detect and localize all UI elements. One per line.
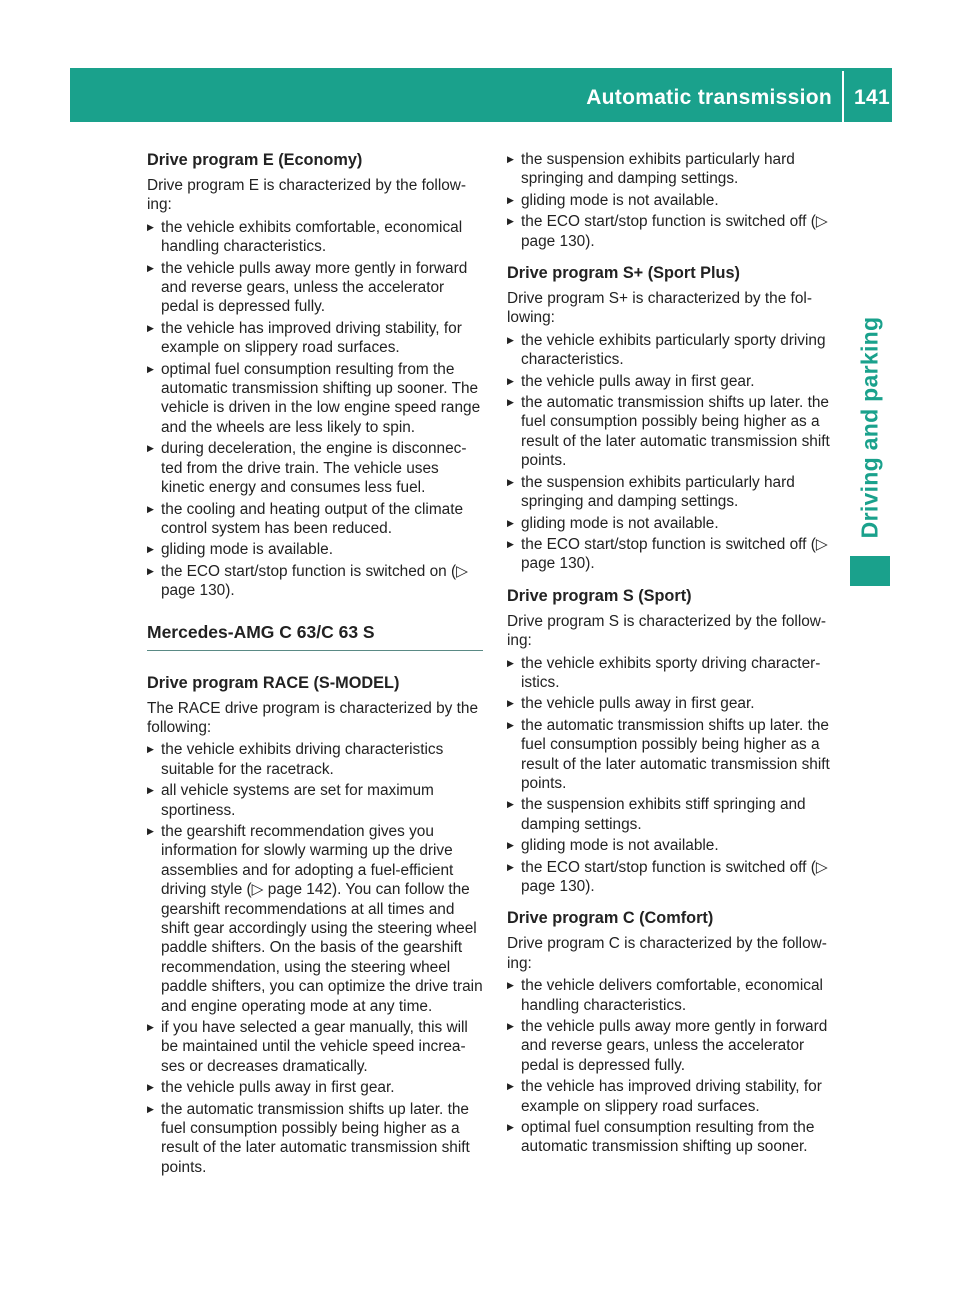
header <box>586 87 890 109</box>
section-intro: Drive program S is characterized by the follow-ing: <box>507 612 827 650</box>
bullet-list <box>507 654 837 897</box>
section-sport-plus <box>507 263 837 574</box>
list-item: ▶ the ECO start/stop function is switched on (▷ page 130). <box>147 562 483 601</box>
list-item: ▶ optimal fuel consumption resulting from the automatic transmission shifting up sooner. The vehicle is driven in the low engine speed range and the wheels are less likely to spin. <box>147 360 483 438</box>
section-economy <box>147 150 483 601</box>
list-item: ▶ the ECO start/stop function is switched off (▷ page 130). <box>507 212 837 251</box>
chapter-heading: Mercedes-AMG C 63/C 63 S <box>147 621 375 642</box>
section-race-continued <box>507 150 837 251</box>
bullet-list <box>507 976 837 1157</box>
section-comfort <box>507 908 837 1156</box>
list-item: ▶ the vehicle exhibits comfortable, economical handling characteristics. <box>147 218 483 257</box>
side-tab-marker <box>850 556 890 586</box>
section-heading: Drive program RACE (S-MODEL) <box>147 673 400 692</box>
bullet-list <box>507 331 837 574</box>
list-item: ▶ the vehicle pulls away more gently in forward and reverse gears, unless the accelerator pedal is depressed fully. <box>147 259 483 317</box>
list-item: ▶ the suspension exhibits stiff springing and damping settings. <box>507 795 837 834</box>
list-item: ▶ the vehicle pulls away more gently in forward and reverse gears, unless the accelerator pedal is depressed fully. <box>507 1017 837 1075</box>
header-divider <box>842 71 844 125</box>
right-column <box>507 150 837 1169</box>
list-item: ▶ gliding mode is available. <box>147 540 483 559</box>
list-item: ▶ the gearshift recommendation gives you information for slowly warming up the drive assemblies and for adopting a fuel-efficient driving style (▷ page 142). You can follow the gearshift recommendations at all times and shift gear accordingly using the steering wheel paddle shifters. On the basis of the gearshift recommendation, using the steering wheel paddle shifters, you can optimize the drive train and engine operating mode at any time. <box>147 822 483 1016</box>
list-item: ▶ the vehicle pulls away in first gear. <box>507 372 837 391</box>
side-tab-label: Driving and parking <box>856 316 883 538</box>
list-item: ▶ the automatic transmission shifts up later. the fuel consumption possibly being higher as a result of the later automatic transmission shift points. <box>147 1100 483 1178</box>
section-intro: Drive program E is characterized by the follow-ing: <box>147 177 467 214</box>
section-heading: Drive program C (Comfort) <box>507 909 714 928</box>
chapter-title: Automatic transmission <box>586 86 833 109</box>
list-item: ▶ the vehicle exhibits driving characteristics suitable for the racetrack. <box>147 740 483 779</box>
list-item: ▶ gliding mode is not available. <box>507 836 837 855</box>
list-item: ▶ the vehicle has improved driving stability, for example on slippery road surfaces. <box>507 1077 837 1116</box>
list-item: ▶ the ECO start/stop function is switched off (▷ page 130). <box>507 535 837 574</box>
page-number: 141 <box>854 86 890 109</box>
list-item: ▶ the automatic transmission shifts up later. the fuel consumption possibly being higher as a result of the later automatic transmission shift points. <box>507 716 837 794</box>
bullet-list <box>507 150 837 251</box>
list-item: ▶ gliding mode is not available. <box>507 514 837 533</box>
section-heading: Drive program S+ (Sport Plus) <box>507 264 740 283</box>
list-item: ▶ during deceleration, the engine is disconnec-ted from the drive train. The vehicle uses kinetic energy and consumes less fuel. <box>147 439 483 497</box>
list-item: ▶ the vehicle has improved driving stability, for example on slippery road surfaces. <box>147 319 483 358</box>
section-intro: The RACE drive program is characterized by the following: <box>147 699 479 736</box>
list-item: ▶ the suspension exhibits particularly hard springing and damping settings. <box>507 473 837 512</box>
list-item: ▶ the vehicle delivers comfortable, economical handling characteristics. <box>507 976 837 1015</box>
section-intro: Drive program C is characterized by the follow-ing: <box>507 935 827 972</box>
list-item: ▶ the suspension exhibits particularly hard springing and damping settings. <box>507 150 837 189</box>
section-sport <box>507 586 837 897</box>
section-heading: Drive program E (Economy) <box>147 151 363 169</box>
list-item: ▶ the vehicle pulls away in first gear. <box>507 694 837 713</box>
left-column <box>147 150 483 1189</box>
section-intro: Drive program S+ is characterized by the fol-lowing: <box>507 290 812 327</box>
section-race <box>147 673 483 1178</box>
list-item: ▶ the vehicle exhibits sporty driving character-istics. <box>507 654 837 693</box>
list-item: ▶ the vehicle pulls away in first gear. <box>147 1078 483 1097</box>
list-item: ▶ optimal fuel consumption resulting from the automatic transmission shifting up sooner. <box>507 1118 837 1157</box>
list-item: ▶ the vehicle exhibits particularly sporty driving characteristics. <box>507 331 837 370</box>
section-heading: Drive program S (Sport) <box>507 586 692 605</box>
list-item: ▶ the ECO start/stop function is switched off (▷ page 130). <box>507 858 837 897</box>
list-item: ▶ the cooling and heating output of the climate control system has been reduced. <box>147 500 483 539</box>
bullet-list <box>147 740 483 1177</box>
chapter-heading-wrap <box>147 621 483 651</box>
bullet-list <box>147 218 483 601</box>
list-item: ▶ all vehicle systems are set for maximum sportiness. <box>147 781 483 820</box>
side-tab <box>850 312 890 542</box>
list-item: ▶ gliding mode is not available. <box>507 191 837 210</box>
list-item: ▶ the automatic transmission shifts up later. the fuel consumption possibly being higher as a result of the later automatic transmission shift points. <box>507 393 837 471</box>
list-item: ▶ if you have selected a gear manually, this will be maintained until the vehicle speed increa-ses or decreases dramatically. <box>147 1018 483 1076</box>
